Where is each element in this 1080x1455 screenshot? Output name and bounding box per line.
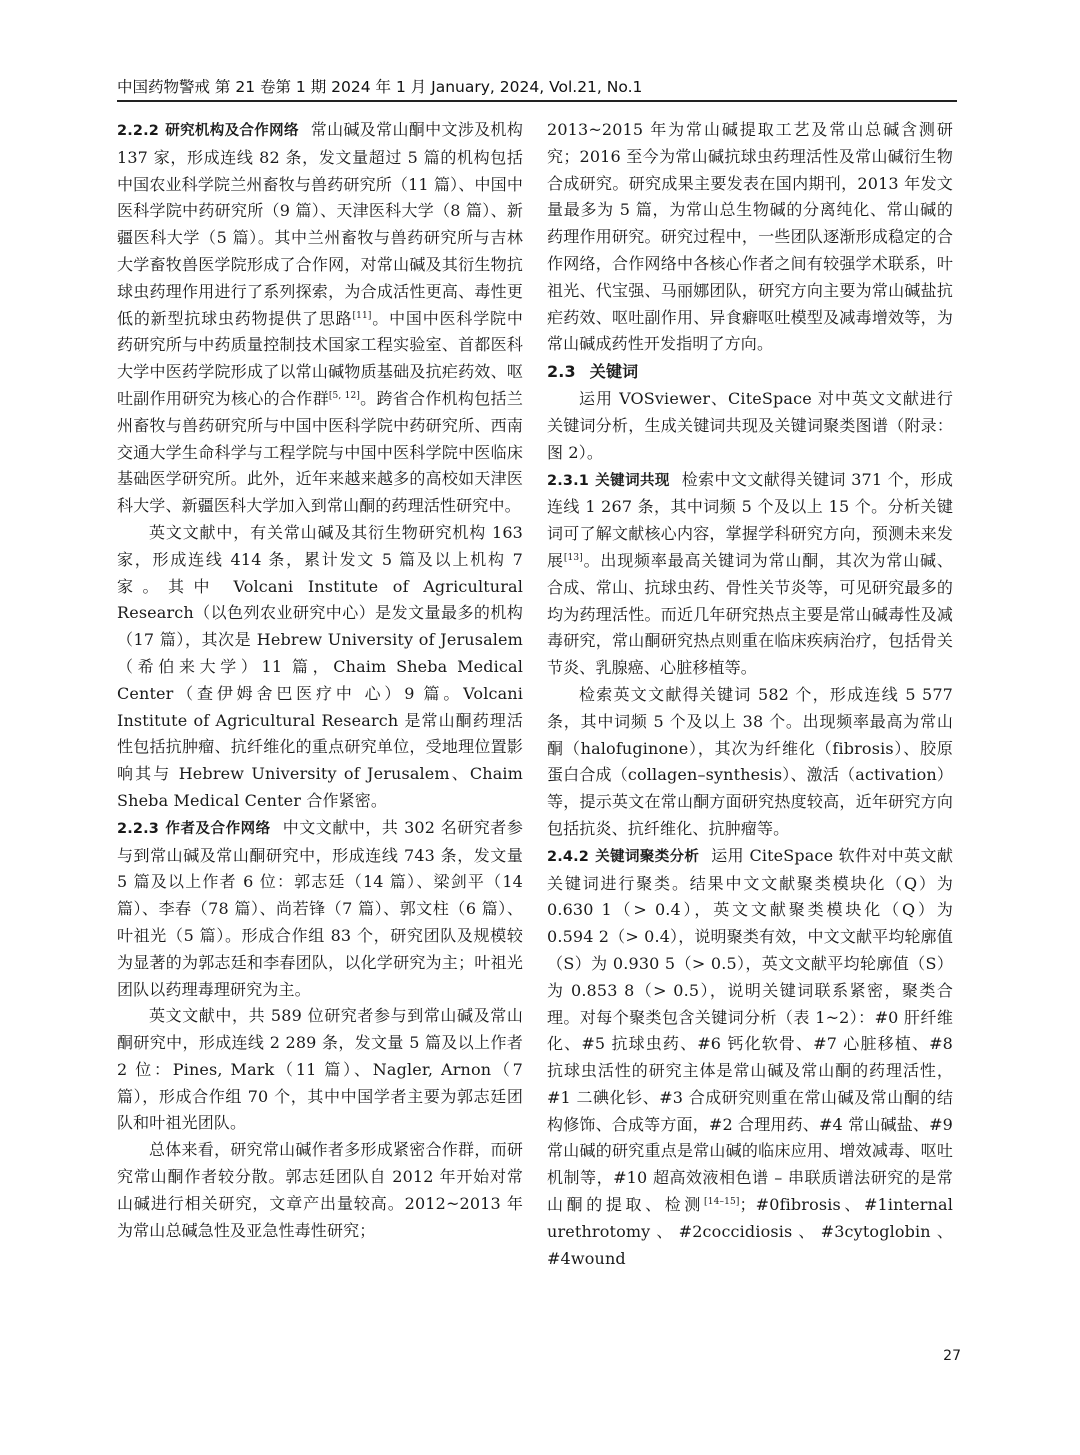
section-2-4-2-paragraph-1 — [547, 843, 953, 1273]
section-title: 关键词聚类分析 — [595, 848, 700, 865]
paragraph-text: 。跨省合作机构包括兰州畜牧与兽药研究所与中国中医科学院中药研究所、西南交通大学生命科学与工程学院与中国中医科学院中医临床基础医学研究所。此外，近年来越来越多的高校如天津医科大学、新疆医科大学加入到常山酮的药理活性研究中。 — [117, 388, 523, 516]
citation[interactable]: [13] — [563, 552, 583, 563]
paragraph-text: 。出现频率最高关键词为常山酮，其次为常山碱、合成、常山、抗球虫药、骨性关节炎等，可见研究最多的均为药理活性。而近几年研究热点主要是常山碱毒性及减毒研究，常山酮研究热点则重在临床疾病治疗，包括骨关节炎、乳腺癌、心脏移植等。 — [547, 550, 953, 678]
section-2-2-3-paragraph-3: 总体来看，研究常山碱作者多形成紧密合作群，而研究常山酮作者较分散。郭志廷团队自 2012 年开始对常山碱进行相关研究，文章产出量较高。2012~2013 年为常山总碱急性及亚急性毒性研究； — [117, 1140, 523, 1240]
section-number: 2.2.3 — [117, 820, 160, 837]
paragraph-text: 。中国中医科学院中药研究所与中药质量控制技术国家工程实验室、首都医科大学中医药学院形成了以常山碱物质基础及抗疟药效、呕吐副作用研究为核心的合作群 — [117, 308, 523, 408]
section-2-2-3-paragraph-1 — [117, 815, 523, 1004]
citation[interactable]: [14–15] — [704, 1197, 740, 1208]
section-number: 2.3 — [547, 362, 576, 382]
section-title: 作者及合作网络 — [165, 820, 271, 837]
section-2-3-heading — [547, 358, 953, 386]
section-number: 2.4.2 — [547, 848, 590, 865]
left-column — [117, 117, 523, 1244]
citation[interactable]: [11] — [352, 310, 372, 321]
section-2-2-2-paragraph-2: 英文文献中，有关常山碱及其衍生物研究机构 163 家，形成连线 414 条，累计发文 5 篇及以上机构 7 家。其中 Volcani Institute of Agricultural Research（以色列农业研究中心）是发文量最多的机构（17 篇），其次是 Hebrew University of Jerusalem（希伯来大学）11 篇，Chaim Sheba Medical Center（查伊姆舍巴医疗中 心）9 篇。Volcani Institute of Agricultural Research 是常山酮药理活性包括抗肿瘤、抗纤维化的重点研究单位，受地理位置影响其与 Hebrew University of Jerusalem、Chaim Sheba Medical Center 合作紧密。 — [117, 522, 523, 810]
section-title: 关键词 — [589, 362, 639, 382]
citation[interactable]: [5, 12] — [328, 390, 360, 401]
header-divider — [117, 100, 957, 102]
section-2-3-1-paragraph-2: 检索英文文献得关键词 582 个，形成连线 5 577 条，其中词频 5 个及以上 38 个。出现频率最高为常山酮（halofuginone），其次为纤维化（fibrosis）、胶原蛋白合成（collagen–synthesis）、激活（activation）等，提示英文在常山酮方面研究热度较高，近年研究方向包括抗炎、抗纤维化、抗肿瘤等。 — [547, 684, 953, 838]
paragraph-text: 中文文献中，共 302 名研究者参与到常山碱及常山酮研究中，形成连线 743 条，发文量 5 篇及以上作者 6 位：郭志廷（14 篇）、梁剑平（14 篇）、李春（78 篇）、尚若锋（7 篇）、郭文柱（6 篇）、叶祖光（5 篇）。形成合作组 83 个，研究团队及规模较为显著的为郭志廷和李春团队，以化学研究为主；叶祖光团队以药理毒理研究为主。 — [117, 817, 523, 999]
section-2-2-2-paragraph-1 — [117, 117, 523, 520]
running-header: 中国药物警戒 第 21 卷第 1 期 2024 年 1 月 January, 2024, Vol.21, No.1 — [117, 78, 643, 96]
page-number: 27 — [943, 1348, 961, 1364]
section-2-3-1-paragraph-1 — [547, 467, 953, 682]
continued-paragraph: 2013~2015 年为常山碱提取工艺及常山总碱含测研究；2016 至今为常山碱抗球虫药理活性及常山碱衍生物合成研究。研究成果主要发表在国内期刊，2013 年发文量最多为 5 篇，为常山总生物碱的分离纯化、常山碱的药理作用研究。研究过程中，一些团队逐渐形成稳定的合作网络，合作网络中各核心作者之间有较强学术联系，叶祖光、代宝强、马丽娜团队，研究方向主要为常山碱盐抗疟药效、呕吐副作用、异食癖呕吐模型及减毒增效等，为常山碱成药性开发指明了方向。 — [547, 120, 953, 354]
paragraph-text: ；#0fibrosis、#1internal urethrotomy、#2coccidiosis、#3cytoglobin、#4wound — [547, 1195, 953, 1268]
section-title: 研究机构及合作网络 — [165, 123, 299, 139]
right-column — [547, 117, 953, 1272]
paragraph-text: 检索中文文献得关键词 371 个，形成连线 1 267 条，其中词频 5 个及以上 15 个。分析关键词可了解文献核心内容，掌握学科研究方向，预测未来发展 — [547, 469, 953, 570]
section-2-3-paragraph-1: 运用 VOSviewer、CiteSpace 对中英文文献进行关键词分析，生成关键词共现及关键词聚类图谱（附录：图 2）。 — [547, 389, 953, 462]
paragraph-text: 常山碱及常山酮中文涉及机构 137 家，形成连线 82 条，发文量超过 5 篇的机构包括中国农业科学院兰州畜牧与兽药研究所（11 篇）、中国中医科学院中药研究所（9 篇）、天津医科大学（8 篇）、新疆医科大学（5 篇）。其中兰州畜牧与兽药研究所与吉林大学畜牧兽医学院形成了合作网，对常山碱及其衍生物抗球虫药理作用进行了系列探索，为合成活性更高、毒性更低的新型抗球虫药物提供了思路 — [117, 120, 523, 328]
paragraph-text: 运用 CiteSpace 软件对中英文献关键词进行聚类。结果中文文献聚类模块化（Q）为 0.630 1（> 0.4），英文文献聚类模块化（Q）为 0.594 2（> 0.4），说明聚类有效，中文文献平均轮廓值（S）为 0.930 5（> 0.5），英文文献平均轮廓值（S）为 0.853 8（> 0.5），说明关键词联系紧密，聚类合理。对每个聚类包含关键词分析（表 1~2）：#0 肝纤维化、#5 抗球虫药、#6 钙化软骨、#7 心脏移植、#8 抗球虫活性的研究主体是常山碱及常山酮的药理活性，#1 二碘化钐、#3 合成研究则重在常山碱及常山酮的结构修饰、合成等方面，#2 合理用药、#4 常山碱盐、#9 常山碱的研究重点是常山碱的临床应用、增效减毒、呕吐机制等，#10 超高效液相色谱 – 串联质谱法研究的是常山酮的提取、检测 — [547, 845, 953, 1215]
section-title: 关键词共现 — [595, 472, 670, 489]
section-2-2-3-paragraph-2: 英文文献中，共 589 位研究者参与到常山碱及常山酮研究中，形成连线 2 289 条，发文量 5 篇及以上作者 2 位：Pines, Mark（11 篇）、Nagler, Arnon（7 篇），形成合作组 70 个，其中中国学者主要为郭志廷团队和叶祖光团队。 — [117, 1006, 523, 1133]
section-number: 2.2.2 — [117, 123, 160, 139]
section-number: 2.3.1 — [547, 472, 590, 489]
